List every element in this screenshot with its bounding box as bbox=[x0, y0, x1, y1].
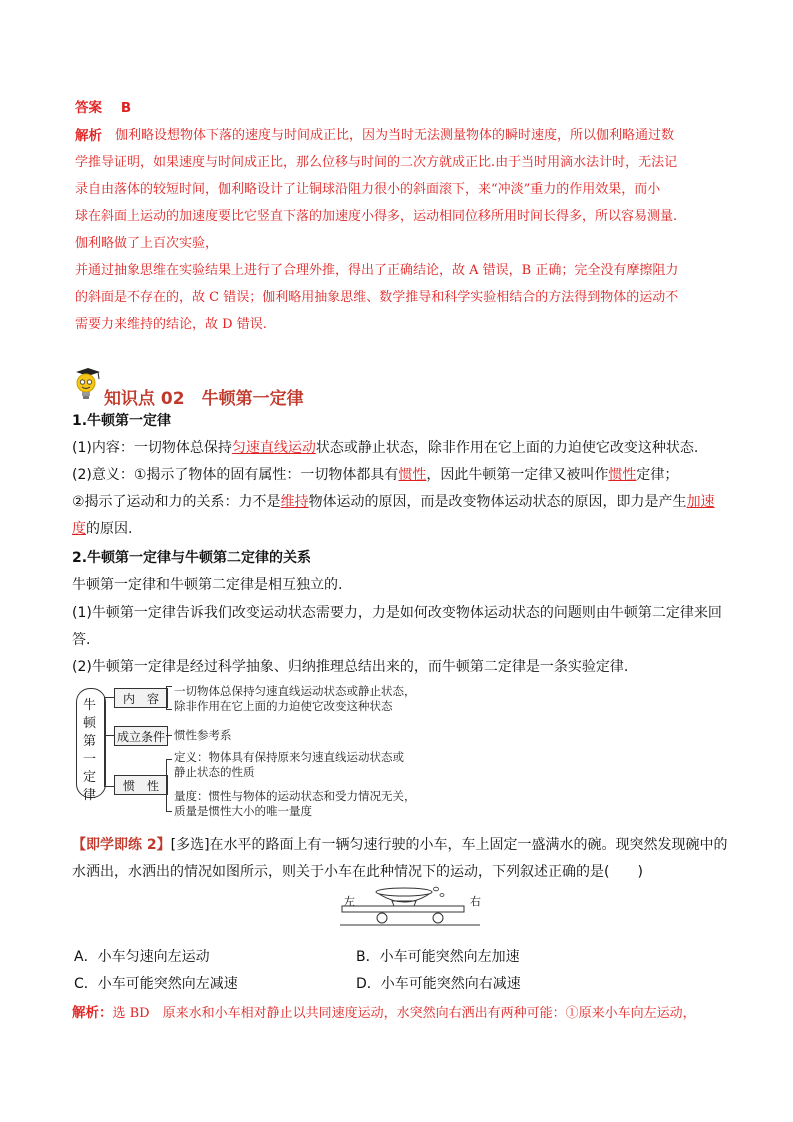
analysis-line-1: 伽利略设想物体下落的速度与时间成正比，因为当时无法测量物体的瞬时速度，所以伽利略通过数 bbox=[115, 128, 675, 143]
section-2-heading: 2.牛顿第一定律与牛顿第二定律的关系 bbox=[72, 550, 312, 566]
diagram-box-condition: 成立条件 bbox=[114, 726, 168, 746]
lightbulb-icon bbox=[70, 366, 102, 402]
blank-accel-2: 度 bbox=[72, 521, 86, 537]
option-a[interactable]: A．小车匀速向左运动 bbox=[74, 949, 210, 965]
diagram-root bbox=[76, 688, 106, 803]
diagram-root-label: 牛顿第一定律 bbox=[83, 698, 97, 803]
solution-line bbox=[72, 1001, 696, 1021]
section-1-para-3: ②揭示了运动和力的关系：力不是维持物体运动的原因，而是改变物体运动状态的原因，即力是产生加速 bbox=[72, 494, 715, 510]
content-line-2: 除非作用在它上面的力迫使它改变这种状态 bbox=[174, 699, 393, 713]
inertia-measure-1: 量度：惯性与物体的运动状态和受力情况无关， bbox=[174, 789, 416, 803]
blank-inertia-1: 惯性 bbox=[398, 467, 427, 483]
section-2-para-2b: 答. bbox=[72, 632, 91, 648]
diagram-box-inertia: 惯 性 bbox=[114, 775, 168, 795]
section-1-para-1: (1)内容：一切物体总保持匀速直线运动状态或静止状态，除非作用在它上面的力迫使它改变这种状态. bbox=[72, 440, 699, 456]
option-b[interactable]: B．小车可能突然向左加速 bbox=[356, 949, 520, 965]
diagram-box-content: 内 容 bbox=[114, 688, 168, 708]
condition-line: 惯性参考系 bbox=[174, 728, 232, 742]
answer-line bbox=[75, 96, 131, 116]
analysis-line-3: 录自由落体的较短时间，伽利略设计了让铜球沿阻力很小的斜面滚下，来“冲淡”重力的作用效果，而小 bbox=[75, 182, 661, 197]
section-1-para-4: 度的原因. bbox=[72, 521, 133, 537]
section-1-para-2: (2)意义：①揭示了物体的固有属性：一切物体都具有惯性，因此牛顿第一定律又被叫作惯性定律； bbox=[72, 467, 679, 483]
diagram-link bbox=[166, 735, 172, 736]
diagram-bracket-content bbox=[166, 686, 172, 710]
exercise-line-1: 【即学即练 2】[多选]在水平的路面上有一辆匀速行驶的小车，车上固定一盛满水的碗。现突然发现碗中的 bbox=[72, 837, 728, 853]
blank-uniform-motion: 匀速直线运动 bbox=[231, 440, 316, 456]
analysis-line-6: 并通过抽象思维在实验结果上进行了合理外推，得出了正确结论，故 A 错误，B 正确；完全没有摩擦阻力 bbox=[75, 263, 679, 278]
answer-value: B bbox=[120, 100, 132, 116]
section-2-para-3: (2)牛顿第一定律是经过科学抽象、归纳推理总结出来的，而牛顿第二定律是一条实验定律. bbox=[72, 659, 629, 675]
option-c[interactable]: C．小车可能突然向左减速 bbox=[74, 976, 238, 992]
diagram-link bbox=[104, 735, 114, 736]
analysis-line-2: 学推导证明，如果速度与时间成正比，那么位移与时间的二次方就成正比.由于当时用滴水法计时，无法记 bbox=[75, 155, 678, 170]
analysis-line-5: 伽利略做了上百次实验， bbox=[75, 236, 219, 251]
content-line-1: 一切物体总保持匀速直线运动状态或静止状态， bbox=[174, 684, 416, 698]
diagram-bracket-inertia bbox=[166, 759, 172, 812]
concept-diagram bbox=[72, 684, 432, 802]
fig-label-right: 右 bbox=[470, 895, 481, 908]
analysis-label: 解析 bbox=[75, 128, 102, 144]
analysis-line-7: 的斜面是不存在的，故 C 错误；伽利略用抽象思维、数学推导和科学实验相结合的方法得到物体的运动不 bbox=[75, 290, 679, 305]
solution-text: 选 BD 原来水和小车相对静止以共同速度运动，水突然向右洒出有两种可能：①原来小车向左运动， bbox=[112, 1006, 696, 1021]
section-2-para-1: 牛顿第一定律和牛顿第二定律是相互独立的. bbox=[72, 577, 343, 593]
inertia-def-1: 定义：物体具有保持原来匀速直线运动状态或 bbox=[174, 750, 404, 764]
section-1-heading: 1.牛顿第一定律 bbox=[72, 413, 172, 429]
analysis-line-8: 需要力来维持的结论，故 D 错误. bbox=[75, 317, 267, 332]
blank-maintain: 维持 bbox=[280, 494, 309, 510]
inertia-def-2: 静止状态的性质 bbox=[174, 765, 255, 779]
knowledge-point-title: 知识点 02 牛顿第一定律 bbox=[104, 389, 304, 409]
blank-accel: 加速 bbox=[686, 494, 715, 510]
exercise-line-2: 水洒出，水洒出的情况如图所示，则关于小车在此种情况下的运动，下列叙述正确的是( ) bbox=[72, 864, 643, 880]
fig-label-left: 左 bbox=[344, 895, 355, 908]
inertia-measure-2: 质量是惯性大小的唯一量度 bbox=[174, 804, 312, 818]
blank-inertia-2: 惯性 bbox=[608, 467, 637, 483]
section-2-para-2a: (1)牛顿第一定律告诉我们改变运动状态需要力，力是如何改变物体运动状态的问题则由牛顿第二定律来回 bbox=[72, 605, 722, 621]
exercise-tag: 【即学即练 2】 bbox=[72, 837, 171, 853]
solution-label: 解析： bbox=[72, 1005, 113, 1021]
answer-label: 答案 bbox=[75, 100, 102, 116]
analysis-line-4: 球在斜面上运动的加速度要比它竖直下落的加速度小得多，运动相同位移所用时间长得多，所以容易测量. bbox=[75, 209, 678, 224]
option-d[interactable]: D．小车可能突然向右减速 bbox=[356, 976, 521, 992]
cart-figure bbox=[340, 884, 480, 928]
